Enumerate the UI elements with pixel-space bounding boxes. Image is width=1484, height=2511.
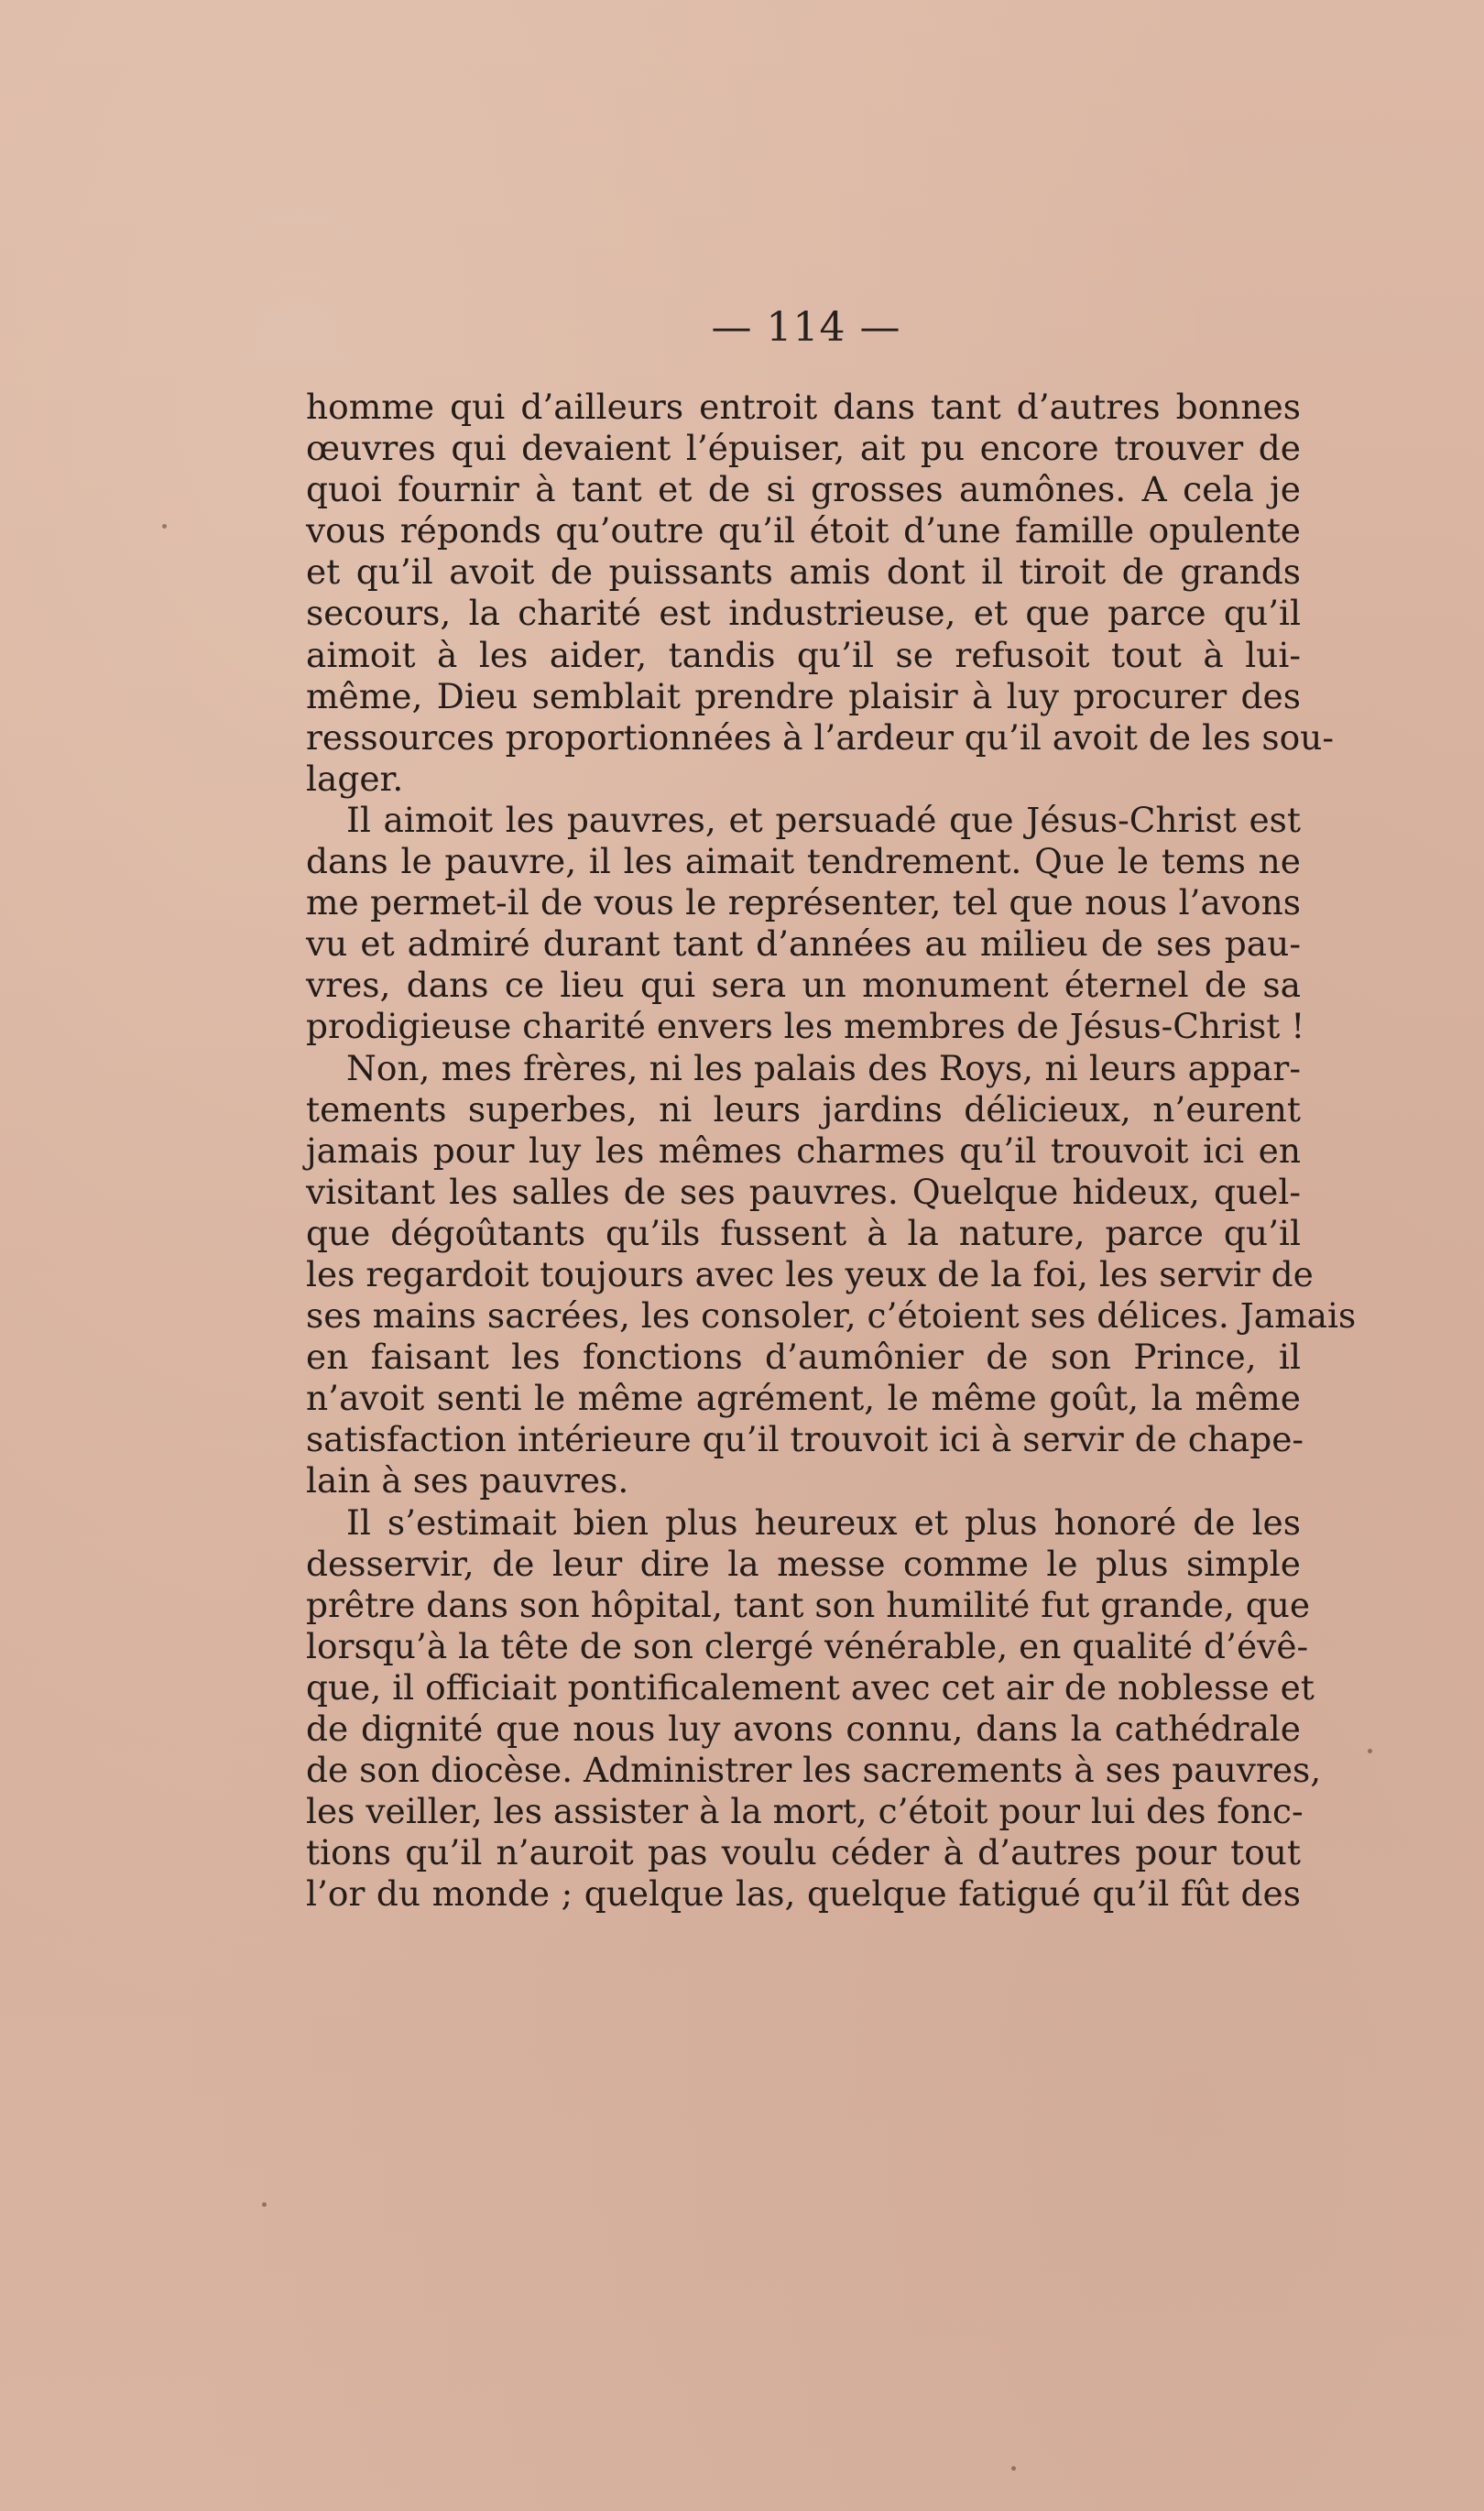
paragraph-start-line: Non, mes frères, ni les palais des Roys, ni leurs appar-	[346, 1047, 1301, 1088]
text-line: n’avoit senti le même agrément, le même goût, la même	[306, 1378, 1301, 1419]
text-line: me permet-il de vous le représenter, tel que nous l’avons	[306, 882, 1301, 923]
paragraph-start-line: Il aimoit les pauvres, et persuadé que Jésus-Christ est	[346, 799, 1301, 840]
paper-speck	[1011, 2466, 1016, 2471]
text-line: visitant les salles de ses pauvres. Quelque hideux, quel-	[306, 1171, 1301, 1212]
text-line: quoi fournir à tant et de si grosses aumônes. A cela je	[306, 469, 1301, 510]
text-line: aimoit à les aider, tandis qu’il se refusoit tout à lui-	[306, 634, 1301, 675]
text-line: tions qu’il n’auroit pas voulu céder à d’autres pour tout	[306, 1832, 1301, 1873]
text-line: tements superbes, ni leurs jardins délicieux, n’eurent	[306, 1088, 1301, 1130]
text-line: desservir, de leur dire la messe comme le plus simple	[306, 1543, 1301, 1584]
text-line: lorsqu’à la tête de son clergé vénérable, en qualité d’évê-	[306, 1625, 1309, 1666]
text-line: prêtre dans son hôpital, tant son humilité fut grande, que	[306, 1584, 1311, 1625]
text-line: homme qui d’ailleurs entroit dans tant d’autres bonnes	[306, 387, 1301, 427]
text-line: jamais pour luy les mêmes charmes qu’il trouvoit ici en	[306, 1130, 1301, 1171]
text-line: satisfaction intérieure qu’il trouvoit ici à servir de chape-	[306, 1419, 1304, 1460]
body-text	[306, 387, 1357, 1915]
text-line: vu et admiré durant tant d’années au milieu de ses pau-	[306, 923, 1301, 965]
text-line: l’or du monde ; quelque las, quelque fatigué qu’il fût des	[306, 1873, 1301, 1915]
text-line: que, il officiait pontificalement avec cet air de noblesse et	[306, 1666, 1315, 1708]
text-line: et qu’il avoit de puissants amis dont il tiroit de grands	[306, 551, 1301, 593]
text-line: de son diocèse. Administrer les sacrements à ses pauvres,	[306, 1750, 1322, 1791]
text-line: en faisant les fonctions d’aumônier de son Prince, il	[306, 1337, 1301, 1378]
text-line: prodigieuse charité envers les membres de Jésus-Christ !	[306, 1006, 1305, 1047]
text-line: ressources proportionnées à l’ardeur qu’il avoit de les sou-	[306, 716, 1334, 758]
paragraph-start-line: Il s’estimait bien plus heureux et plus honoré de les	[346, 1501, 1301, 1543]
text-line: vous réponds qu’outre qu’il étoit d’une famille opulente	[306, 510, 1301, 551]
text-line: secours, la charité est industrieuse, et que parce qu’il	[306, 593, 1301, 634]
paper-speck	[162, 524, 167, 529]
text-line: lain à ses pauvres.	[306, 1460, 629, 1501]
text-line: de dignité que nous luy avons connu, dans la cathédrale	[306, 1709, 1301, 1749]
text-line: œuvres qui devaient l’épuiser, ait pu encore trouver de	[306, 428, 1301, 469]
paper-speck	[262, 2202, 267, 2207]
paper-speck	[1368, 1749, 1372, 1753]
text-line: les regardoit toujours avec les yeux de la foi, les servir de	[306, 1253, 1314, 1294]
text-line: dans le pauvre, il les aimait tendrement. Que le tems ne	[306, 841, 1301, 882]
page-number: — 114 —	[711, 304, 901, 351]
text-line: vres, dans ce lieu qui sera un monument éternel de sa	[306, 965, 1301, 1006]
text-line: les veiller, les assister à la mort, c’étoit pour lui des fonc-	[306, 1791, 1304, 1832]
text-line: que dégoûtants qu’ils fussent à la nature, parce qu’il	[306, 1212, 1301, 1253]
text-line: même, Dieu semblait prendre plaisir à luy procurer des	[306, 675, 1301, 716]
text-line: ses mains sacrées, les consoler, c’étoient ses délices. Jamais	[306, 1295, 1357, 1337]
text-line: lager.	[306, 758, 404, 799]
